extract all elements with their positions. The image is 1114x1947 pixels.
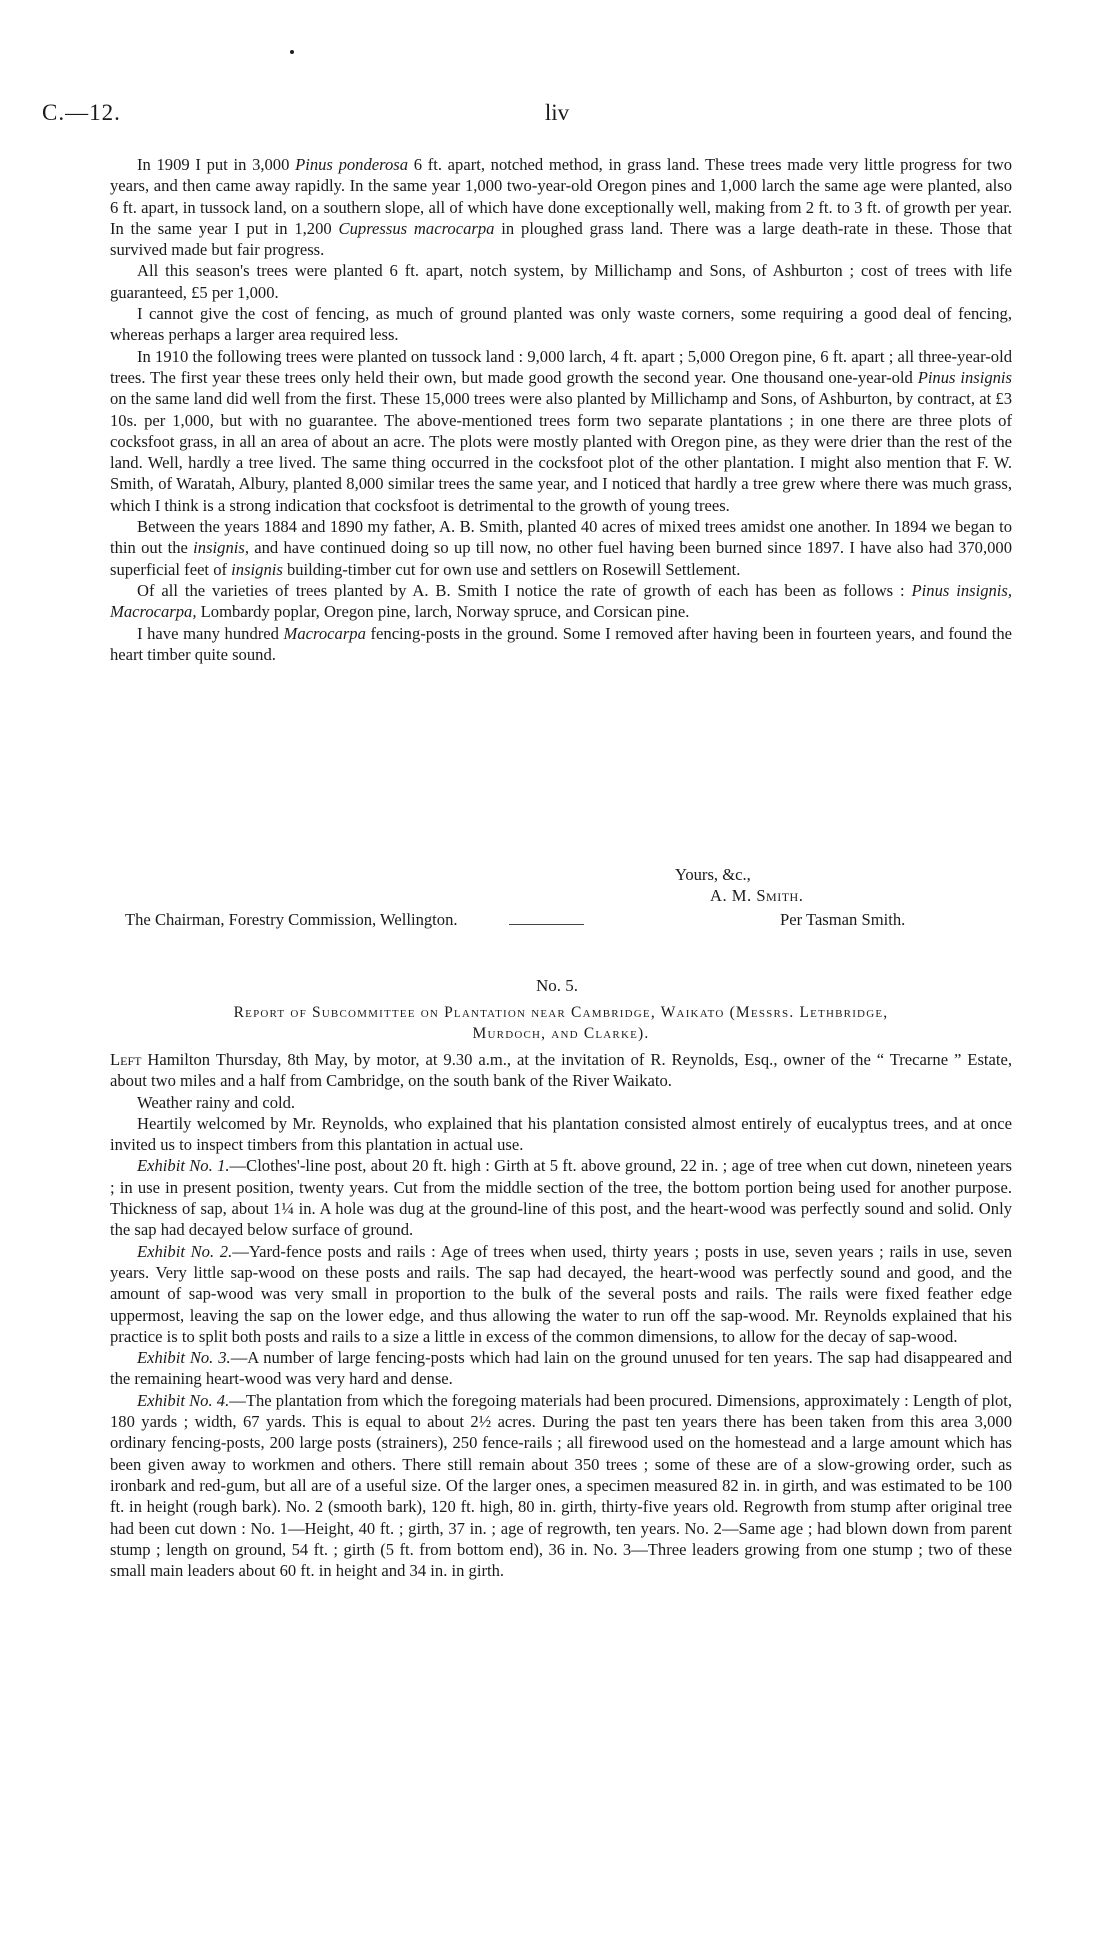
text-run: —The plantation from which the foregoing materials had been procured. Dimensions, approximately : Length of plot, 180 yards ; width, 67 yards. This is equal to about 2½ acres. During the past ten years there has been taken from this area 3,000 ordinary fencing-posts, 200 large posts (strainers), 250 fence-rails ; all firewood used on the homestead and a large amount which has been given away to workmen and others. There still remain about 350 trees ; some of these are of a slow-growing order, such as ironbark and red-gum, but all are of a useful size. Of the larger ones, a specimen measured 82 in. in girth, and was estimated to be 100 ft. in height (rough bark). No. 2 (smooth bark), 120 ft. high, 80 in. girth, thirty-five years old. Regrowth from stump after original tree had been cut down : No. 1—Height, 40 ft. ; girth, 37 in. ; age of regrowth, ten years. No. 2—Same age ; had blown down from parent stump ; length on ground, 54 ft. ; girth (5 ft. from bottom end), 36 in. No. 3—Three leaders growing from one stump ; two of these small main leaders about 60 ft. in height and 34 in. in girth. bbox=[110, 1390, 1012, 1581]
exhibit-label: Exhibit No. 1. bbox=[137, 1156, 230, 1176]
text-run: —Clothes'-line post, about 20 ft. high : Girth at 5 ft. above ground, 22 in. ; age of tree when cut down, nineteen years ; in use in present position, twenty years. Cut from the middle section of the tree, the bottom portion being used for another purpose. Thickness of sap, about 1¼ in. A hole was dug at the ground-line of this post, and the heart-wood was perfectly sound and solid. Only the sap had decayed below surface of ground. bbox=[110, 1156, 1012, 1240]
signature: A. M. Smith. bbox=[710, 886, 804, 905]
exhibit-label: Exhibit No. 3. bbox=[137, 1348, 231, 1368]
letter-signoff bbox=[110, 864, 1012, 944]
text-run: building-timber cut for own use and settlers on Rosewill Settlement. bbox=[282, 559, 741, 579]
text-run: In 1910 the following trees were planted on tussock land : 9,000 larch, 4 ft. apart ; 5,000 Oregon pine, 6 ft. apart ; all three-year-old trees. The first year these trees only held their own, but made good growth the second year. One thousand one-year-old bbox=[110, 346, 1012, 387]
page-header bbox=[42, 100, 1072, 140]
species-name: Pinus insignis bbox=[917, 367, 1012, 387]
report-body bbox=[110, 1049, 1012, 1581]
closing: Yours, &c., bbox=[675, 865, 751, 884]
page-number: liv bbox=[544, 100, 570, 125]
exhibit-paragraph bbox=[110, 1155, 1012, 1240]
report-title-line: Report of Subcommittee on Plantation near Cambridge, Waikato (Messrs. Lethbridge, bbox=[233, 1004, 889, 1021]
exhibit-paragraph bbox=[110, 1241, 1012, 1347]
letter-paragraph: All this season's trees were planted 6 ft. apart, notch system, by Millichamp and Sons, of Ashburton ; cost of trees with life guaranteed, £5 per 1,000. bbox=[110, 261, 1012, 302]
letter-paragraph bbox=[110, 154, 1012, 260]
text-run: Hamilton Thursday, 8th May, by motor, at 9.30 a.m., at the invitation of R. Reynolds, Esq., owner of the “ Trecarne ” Estate, about two miles and a half from Cambridge, on the south bank of the River Waikato. bbox=[110, 1050, 1012, 1091]
text-run: fencing-posts in the ground. Some I removed after having been in fourteen years, and found the heart timber quite sound. bbox=[110, 623, 1012, 664]
print-speck bbox=[290, 50, 294, 54]
letter-paragraph bbox=[110, 623, 1012, 666]
exhibit-label: Exhibit No. 4. bbox=[137, 1390, 230, 1410]
text-run: Of all the varieties of trees planted by A. B. Smith I notice the rate of growth of each has been as follows : bbox=[137, 580, 912, 600]
species-name: Pinus ponderosa bbox=[295, 155, 409, 174]
species-name: Cupressus macrocarpa bbox=[338, 218, 495, 238]
species-name: insignis bbox=[231, 559, 283, 579]
text-run: Lombardy poplar, Oregon pine, larch, Norway spruce, and Corsican pine. bbox=[196, 602, 690, 622]
species-name: Pinus insignis, Macrocarpa, bbox=[110, 580, 1013, 622]
text-run: I have many hundred bbox=[137, 623, 284, 643]
text-run: , and have continued doing so up till now, no other fuel having been burned since 1897. I have also had 370,000 superficial feet of bbox=[110, 538, 1012, 579]
report-number: No. 5. bbox=[535, 976, 579, 995]
report-paragraph bbox=[110, 1049, 1012, 1092]
text-run: —A number of large fencing-posts which had lain on the ground unused for ten years. The sap had disappeared and the remaining heart-wood was very hard and dense. bbox=[110, 1348, 1012, 1389]
exhibit-paragraph bbox=[110, 1390, 1012, 1582]
addressee: The Chairman, Forestry Commission, Wellington. bbox=[125, 910, 458, 929]
text-run: on the same land did well from the first. These 15,000 trees were also planted by Millichamp and Sons, of Ashburton, by contract, at £3 10s. per 1,000, but with no guarantee. The above-mentioned trees form two separate plantations ; in one there are three plots of cocksfoot grass, in all an area of about an acre. The plots were mostly planted with Oregon pine, as they were drier than the rest of the land. Well, hardly a tree lived. The same thing occurred in the cocksfoot plot of the other plantation. I might also mention that F. W. Smith, of Waratah, Albury, planted 8,000 similar trees the same year, and I noticed that hardly a tree grew where there was much grass, which I think is a strong indication that cocksfoot is detrimental to the growth of young trees. bbox=[110, 389, 1012, 515]
letter-paragraph bbox=[110, 346, 1012, 516]
letter-paragraph bbox=[110, 516, 1012, 580]
text-run: —Yard-fence posts and rails : Age of trees when used, thirty years ; posts in use, seven years ; rails in use, seven years. Very little sap-wood on these posts and rails. The sap had decayed, the heart-wood was perfectly sound and good, and the amount of sap-wood was very small in proportion to the bulk of the several posts and rails. The rails were fixed feather edge uppermost, leaving the sap on the lower edge, and thus allowing the water to run off the sap-wood. Mr. Reynolds explained that his practice is to split both posts and rails to a size a little in excess of the common dimensions, to allow for the decay of sap-wood. bbox=[110, 1241, 1012, 1346]
report-paragraph: Weather rainy and cold. bbox=[137, 1092, 296, 1112]
per-signature: Per Tasman Smith. bbox=[780, 910, 906, 929]
exhibit-paragraph bbox=[110, 1347, 1012, 1390]
species-name: Macrocarpa bbox=[283, 623, 366, 643]
letter-body bbox=[110, 154, 1012, 665]
report-title bbox=[110, 1002, 1012, 1044]
text-run: Between the years 1884 and 1890 my father, A. B. Smith, planted 40 acres of mixed trees amidst one another. In 1894 we began to thin out the bbox=[110, 517, 1012, 558]
lead-word: Left bbox=[110, 1050, 142, 1069]
text-run: in ploughed grass land. There was a large death-rate in these. Those that survived made but fair progress. bbox=[110, 218, 1013, 260]
species-name: insignis bbox=[193, 538, 245, 558]
document-reference: C.—12. bbox=[42, 100, 121, 125]
text-run: In 1909 I put in 3,000 bbox=[137, 155, 296, 174]
text-run: 6 ft. apart, notched method, in grass land. These trees made very little progress for two years, and then came away rapidly. In the same year 1,000 two-year-old Oregon pines and 1,000 larch the same age were planted, also 6 ft. apart, in tussock land, on a southern slope, all of which have done exceptionally well, making from 2 ft. to 3 ft. of growth per year. In the same year I put in 1,200 bbox=[110, 155, 1012, 238]
exhibit-label: Exhibit No. 2. bbox=[137, 1241, 233, 1261]
report-title-line: Murdoch, and Clarke). bbox=[472, 1025, 650, 1042]
report-paragraph: Heartily welcomed by Mr. Reynolds, who explained that his plantation consisted almost entirely of eucalyptus trees, and at once invited us to inspect timbers from this plantation in actual use. bbox=[110, 1113, 1012, 1155]
section-divider bbox=[509, 924, 584, 925]
letter-paragraph bbox=[110, 580, 1012, 623]
letter-paragraph: I cannot give the cost of fencing, as much of ground planted was only waste corners, some requiring a good deal of fencing, whereas perhaps a larger area required less. bbox=[110, 304, 1012, 345]
